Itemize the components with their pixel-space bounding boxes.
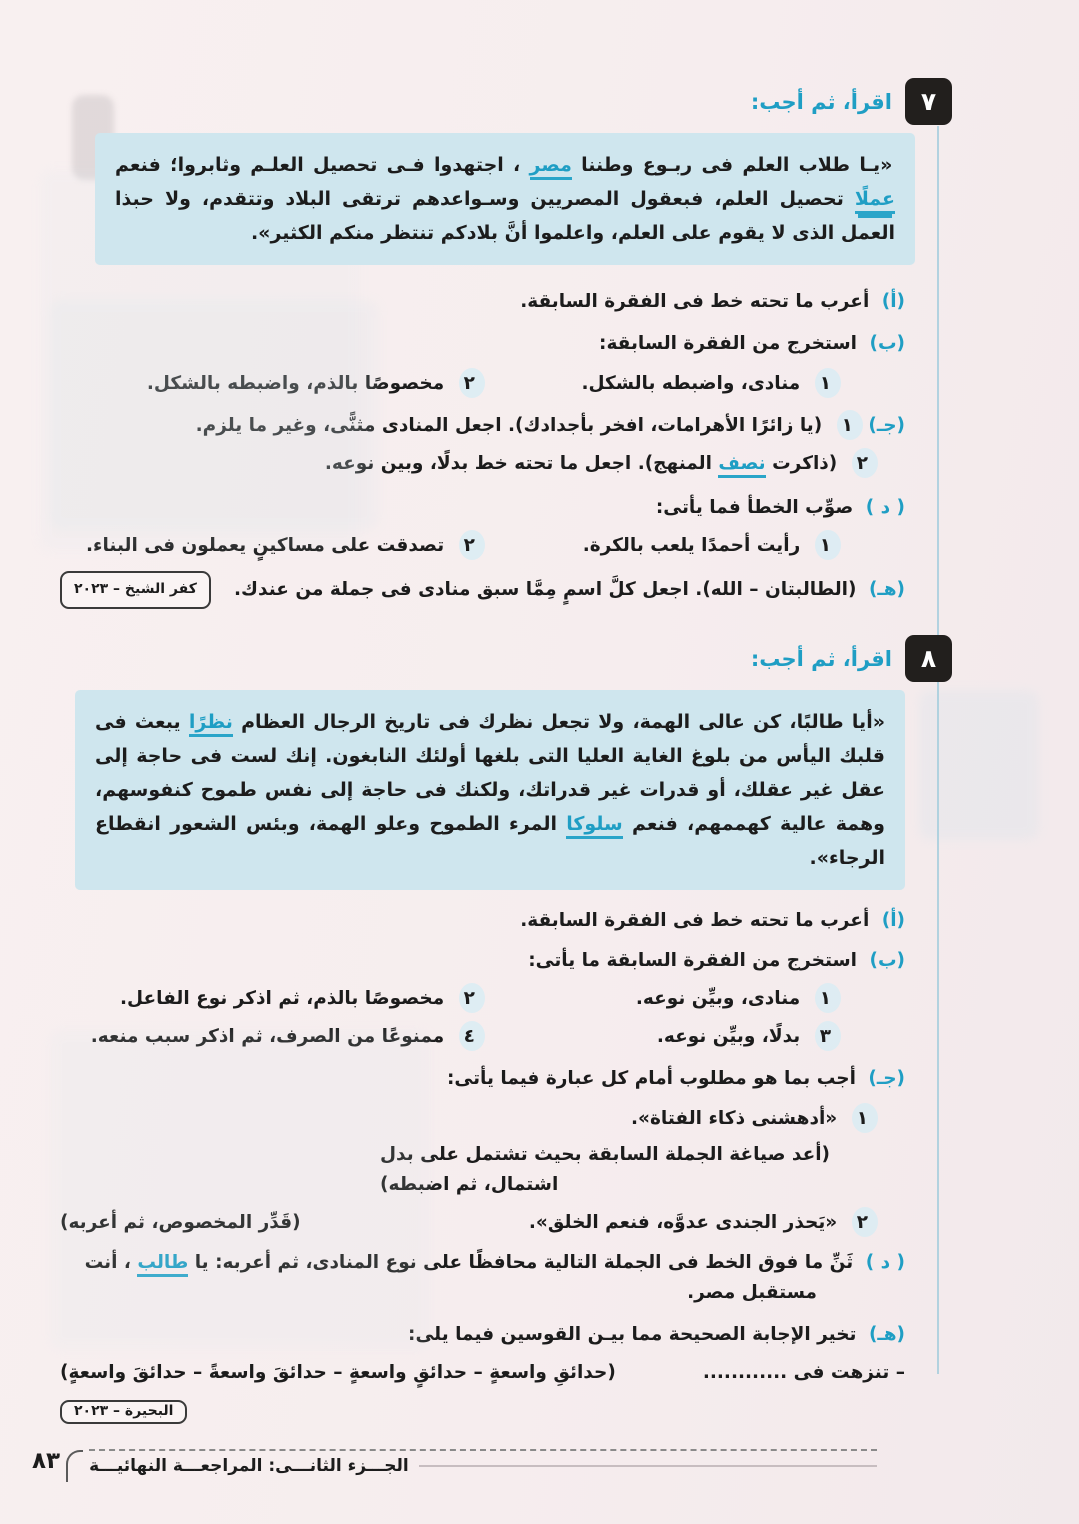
item-number: ٢ (854, 1208, 871, 1238)
sub-item (529, 1208, 871, 1238)
underlined-word-nazaran: نظرًا (189, 711, 233, 737)
instruction-note: (أعد صياغة الجملة السابقة بحيث تشتمل على بدل اشتمال، ثم اضبطه) (380, 1144, 831, 1195)
item-text: منادى، وبيِّن نوعه. (635, 988, 801, 1009)
item-text: ثَنِّ ما فوق الخط فى الجملة التالية محافظًا على نوع المنادى، ثم أعربه: يا (194, 1252, 854, 1273)
source-badge-kafr-elsheikh: كفر الشيخ – ٢٠٢٣ (60, 571, 211, 609)
item-text: تصدقت على مساكينٍ يعملون فى البناء. (85, 535, 445, 556)
q8-item-c2 (0, 1208, 1079, 1238)
item-text: بدلًا، وبيِّن نوعه. (656, 1026, 801, 1047)
item-text: استخرج من الفقرة السابقة ما يأتى: (528, 950, 858, 971)
question-number-badge: ٨ (905, 635, 952, 682)
underlined-word-amalan: عملًا (855, 188, 895, 214)
sub-item (60, 984, 478, 1014)
sub-item (478, 1022, 834, 1052)
item-label: (أ) (881, 910, 905, 931)
item-text: ، أنت (84, 1252, 131, 1273)
question-7-header (0, 0, 1079, 125)
underlined-word-talib: طالب (137, 1252, 188, 1277)
item-label: ( د ) (865, 1252, 905, 1273)
item-text: أعرب ما تحته خط فى الفقرة السابقة. (520, 291, 870, 312)
item-text: مخصوصًا بالذم، واضبطه بالشكل. (146, 373, 445, 394)
item-label: (هـ) (868, 1324, 905, 1345)
item-label: (أ) (881, 291, 905, 312)
underlined-word-misr: مصر (530, 154, 572, 180)
item-number: ٢ (461, 369, 478, 399)
item-label: ( د ) (865, 497, 905, 518)
question-8-passage (75, 690, 905, 890)
underlined-word-nisf: نصف (718, 453, 765, 478)
item-number: ١ (817, 531, 834, 561)
sub-item (478, 369, 834, 399)
item-text: (الطالبتان – الله). اجعل كلَّ اسمٍ مِمَّا سبق منادى فى جملة من عندك. (234, 579, 857, 600)
item-label: (هـ) (868, 579, 905, 600)
underlined-word-sulukan: سلوكا (566, 813, 623, 839)
item-number: ٢ (461, 984, 478, 1014)
passage-text: ، اجتهدوا فـى تحصيل العلـم وثابروا؛ فنعم (115, 154, 521, 176)
item-label: (ب) (869, 333, 905, 354)
q8-item-d-line2 (0, 1278, 1079, 1308)
passage-text: المرء الطموح وعلو الهمة، وبئس الشعور انقطاع الرجاء». (95, 813, 885, 869)
item-text: تخير الإجابة الصحيحة مما بيـن القوسين فيما يلى: (408, 1324, 857, 1345)
q7-item-c1 (0, 411, 1079, 441)
item-text: صوِّب الخطأ فما يأتى: (655, 497, 854, 518)
q8-badge-row (0, 1400, 1079, 1424)
footer-bracket (66, 1450, 83, 1482)
q7-item-a (0, 287, 1079, 317)
question-header-title: اقرأ، ثم أجب: (750, 646, 892, 671)
question-7-passage (95, 133, 915, 265)
q7-item-e (0, 571, 1079, 609)
item-text: منادى، واضبطه بالشكل. (581, 373, 801, 394)
item-text: مستقبل مصر. (687, 1282, 817, 1303)
item-text: رأيت أحمدًا يلعب بالكرة. (582, 535, 801, 556)
item-number: ١ (817, 369, 834, 399)
passage-text: «أيا طالبًا، كن عالى الهمة، ولا تجعل نظرك فى تاريخ الرجال العظام (232, 711, 885, 733)
q8-item-b-subitems-row2 (0, 1022, 1079, 1052)
sub-item (60, 531, 478, 561)
item-number: ١ (854, 1104, 871, 1134)
sub-item (478, 984, 834, 1014)
item-number: ٣ (817, 1022, 834, 1052)
footer-rule (89, 1449, 877, 1476)
q8-item-c (0, 1064, 1079, 1094)
item-text: المنهج). اجعل ما تحته خط بدلًا، وبين نوعه. (324, 453, 712, 474)
section-vertical-rule (937, 126, 940, 1374)
item-number: ١ (839, 411, 856, 441)
q8-item-b-subitems-row1 (0, 984, 1079, 1014)
fill-blank-stem: – تنزهت فى ............ (702, 1362, 905, 1383)
q7-item-c2 (0, 449, 1079, 479)
item-text: أعرب ما تحته خط فى الفقرة السابقة. (520, 910, 870, 931)
item-text: «أدهشنى ذكاء الفتاة». (631, 1108, 838, 1129)
passage-text: يبعث فى قلبك اليأس من بلوغ الغاية العليا التى بلغها أولئك النابغون. إنك لست فى حاجة إلى عقل غير عقلك، أو قدرات غير قدراتك، ولكنك فى حاجة إلى نفس طموح كنفوسهم، وهمة عالية كهممهم، فنعم (95, 711, 885, 835)
item-text: ممنوعًا من الصرف، ثم اذكر سبب منعه. (90, 1026, 445, 1047)
sub-item (478, 531, 834, 561)
item-label: (جـ) (868, 415, 905, 436)
q8-item-d (0, 1248, 1079, 1278)
item-number: ٢ (854, 449, 871, 479)
instruction-note: (قَدِّر المخصوص، ثم أعربه) (60, 1212, 301, 1233)
footer-line (419, 1465, 877, 1467)
item-label: (ب) (869, 950, 905, 971)
question-number-badge: ٧ (905, 78, 952, 125)
item-text: مخصوصًا بالذم، ثم اذكر نوع الفاعل. (119, 988, 445, 1009)
q7-item-d (0, 493, 1079, 523)
q8-item-c1-note (0, 1140, 1079, 1200)
question-8-header (0, 635, 1079, 682)
page-footer (32, 1448, 877, 1476)
q8-item-b (0, 946, 1079, 976)
item-label: (جـ) (868, 1068, 905, 1089)
question-header-title: اقرأ، ثم أجب: (750, 89, 892, 114)
passage-text: «يـا طلاب العلم فى ربـوع وطننا (581, 154, 893, 176)
q7-item-b-subitems (0, 369, 1079, 399)
item-number: ٢ (461, 531, 478, 561)
q8-item-a (0, 906, 1079, 936)
item-number: ١ (817, 984, 834, 1014)
q8-item-e (0, 1320, 1079, 1350)
item-e-text (234, 575, 905, 605)
source-badge-beheira: البحيرة – ٢٠٢٣ (60, 1400, 187, 1424)
q8-item-c1 (0, 1104, 1079, 1134)
q7-item-b (0, 329, 1079, 359)
item-text: (ذاكرت (772, 453, 838, 474)
sub-item (60, 1022, 478, 1052)
item-number: ٤ (461, 1022, 478, 1052)
page-number: ٨٣ (32, 1448, 61, 1474)
footer-title: الجـــزء الثانـــى: المراجعـــة النهائيـــة (89, 1456, 409, 1476)
q7-item-d-subitems (0, 531, 1079, 561)
choices-list: (حدائقِ واسعةٍ – حدائقٍ واسعةٍ – حدائقَ واسعةً – حدائقَ واسعةٍ) (60, 1362, 616, 1383)
item-text: استخرج من الفقرة السابقة: (599, 333, 858, 354)
passage-text: تحصيل العلم، فبعقول المصريين وسـواعدهم ترتقى البلاد وتتقدم، ولا حبذا العمل الذى لا يقوم على العلم، واعلموا أنَّ بلادكم تنتظر منكم الكثير». (115, 188, 895, 244)
item-text: (يا زائرًا الأهرامات، افخر بأجدادك). اجعل المنادى مثنًّى، وغير ما يلزم. (195, 415, 823, 436)
sub-item (60, 369, 478, 399)
q8-item-e-choices (0, 1358, 1079, 1388)
item-text: «يَحذر الجندى عدوَّه، فنعم الخلق». (528, 1212, 838, 1233)
item-text: أجب بما هو مطلوب أمام كل عبارة فيما يأتى: (446, 1068, 856, 1089)
